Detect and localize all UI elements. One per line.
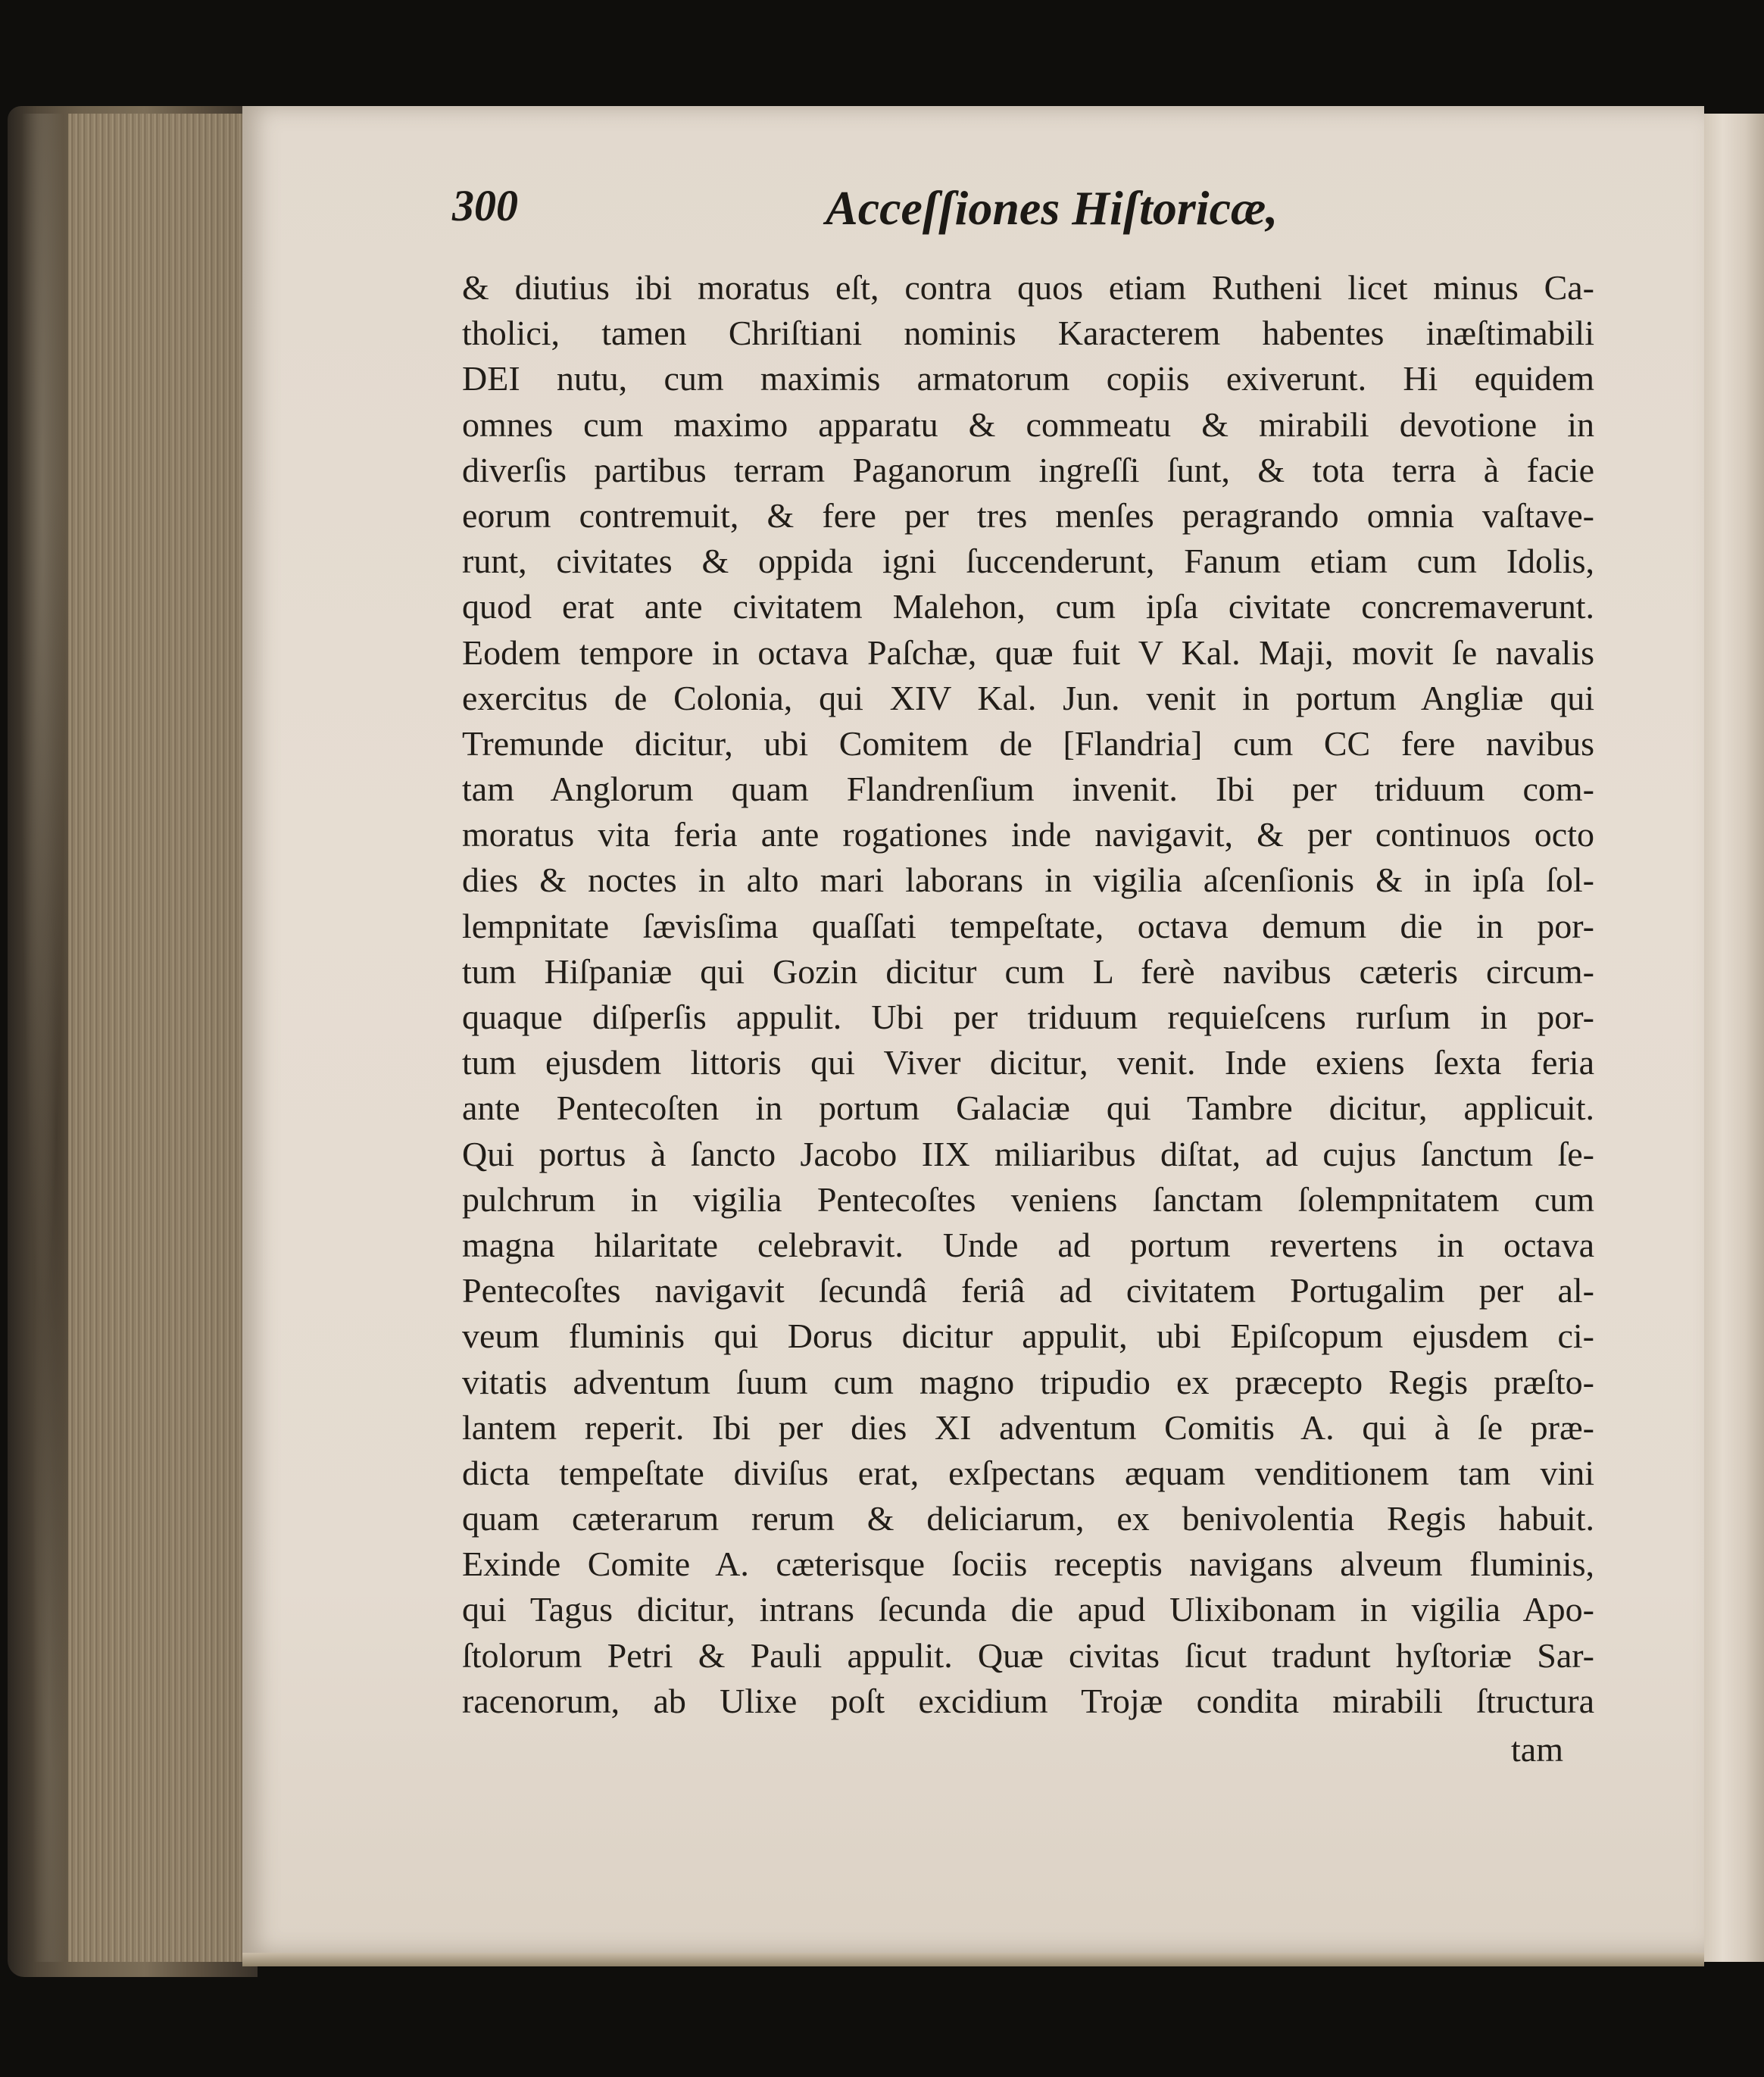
text-line: quod erat ante civitatem Malehon, cum ipſa civitate concremaverunt.: [462, 587, 1594, 626]
text-line: tum Hiſpaniæ qui Gozin dicitur cum L ferè navibus cæteris circum-: [462, 951, 1594, 991]
text-line: tum ejusdem littoris qui Viver dicitur, venit. Inde exiens ſexta feria: [462, 1043, 1594, 1082]
text-line: Pentecoſtes navigavit ſecundâ feriâ ad civitatem Portugalim per al-: [462, 1271, 1594, 1310]
text-line: omnes cum maximo apparatu & commeatu & mirabili devotione in: [462, 404, 1594, 444]
text-line: qui Tagus dicitur, intrans ſecunda die apud Ulixibonam in vigilia Apo-: [462, 1590, 1594, 1629]
text-line: dies & noctes in alto mari laborans in vigilia aſcenſionis & in ipſa ſol-: [462, 860, 1594, 900]
text-line: quam cæterarum rerum & deliciarum, ex benivolentia Regis habuit.: [462, 1499, 1594, 1538]
text-line: ſtolorum Petri & Pauli appulit. Quæ civitas ſicut tradunt hyſtoriæ Sar-: [462, 1635, 1594, 1675]
text-line: Exinde Comite A. cæterisque ſociis receptis navigans alveum fluminis,: [462, 1544, 1594, 1584]
text-line: ante Pentecoſten in portum Galaciæ qui Tambre dicitur, applicuit.: [462, 1088, 1594, 1128]
text-line: dicta tempeſtate diviſus erat, exſpectans æquam venditionem tam vini: [462, 1453, 1594, 1492]
text-line: tam Anglorum quam Flandrenſium invenit. Ibi per triduum com-: [462, 770, 1594, 809]
right-page-edges: [1700, 114, 1764, 1962]
text-line: pulchrum in vigilia Pentecoſtes veniens ſanctam ſolempnitatem cum: [462, 1179, 1594, 1219]
text-line: DEI nutu, cum maximis armatorum copiis exiverunt. Hi equidem: [462, 359, 1594, 398]
text-line: racenorum, ab Ulixe poſt excidium Trojæ condita mirabili ſtructura: [462, 1681, 1594, 1720]
text-line: lantem reperit. Ibi per dies XI adventum Comitis A. qui à ſe præ-: [462, 1407, 1594, 1447]
text-line: eorum contremuit, & fere per tres menſes peragrando omnia vaſtave-: [462, 495, 1594, 535]
text-line: & diutius ibi moratus eſt, contra quos etiam Rutheni licet minus Ca-: [462, 268, 1594, 307]
page-number: 300: [452, 181, 518, 230]
text-line: lempnitate ſævisſima quaſſati tempeſtate, octava demum die in por-: [462, 906, 1594, 945]
left-page-edges: [68, 114, 250, 1962]
text-line: Qui portus à ſancto Jacobo IIX miliaribus diſtat, ad cujus ſanctum ſe-: [462, 1134, 1594, 1173]
text-line: veum fluminis qui Dorus dicitur appulit, ubi Epiſcopum ejusdem ci-: [462, 1316, 1594, 1356]
text-line: vitatis adventum ſuum cum magno tripudio ex præcepto Regis præſto-: [462, 1362, 1594, 1401]
text-line: quaque diſperſis appulit. Ubi per triduum requieſcens rurſum in por-: [462, 998, 1594, 1036]
running-head-title: Acceſſiones Hiſtoricæ,: [826, 181, 1279, 235]
text-line: exercitus de Colonia, qui XIV Kal. Jun. venit in portum Angliæ qui: [462, 678, 1594, 717]
text-line: Eodem tempore in octava Paſchæ, quæ fuit V Kal. Maji, movit ſe navalis: [462, 632, 1594, 672]
text-line: Tremunde dicitur, ubi Comitem de [Flandria] cum CC fere navibus: [462, 723, 1594, 763]
text-line: moratus vita feria ante rogationes inde navigavit, & per continuos octo: [462, 815, 1594, 854]
body-text: [462, 265, 1594, 1724]
text-line: diverſis partibus terram Paganorum ingreſſi ſunt, & tota terra à facie: [462, 450, 1594, 489]
text-line: magna hilaritate celebravit. Unde ad portum revertens in octava: [462, 1225, 1594, 1264]
catchword: tam: [1511, 1730, 1563, 1769]
text-line: tholici, tamen Chriſtiani nominis Karacterem habentes inæſtimabili: [462, 314, 1594, 353]
text-line: runt, civitates & oppida igni ſuccenderunt, Fanum etiam cum Idolis,: [462, 542, 1594, 581]
page-bottom-edge: [242, 1953, 1704, 1966]
